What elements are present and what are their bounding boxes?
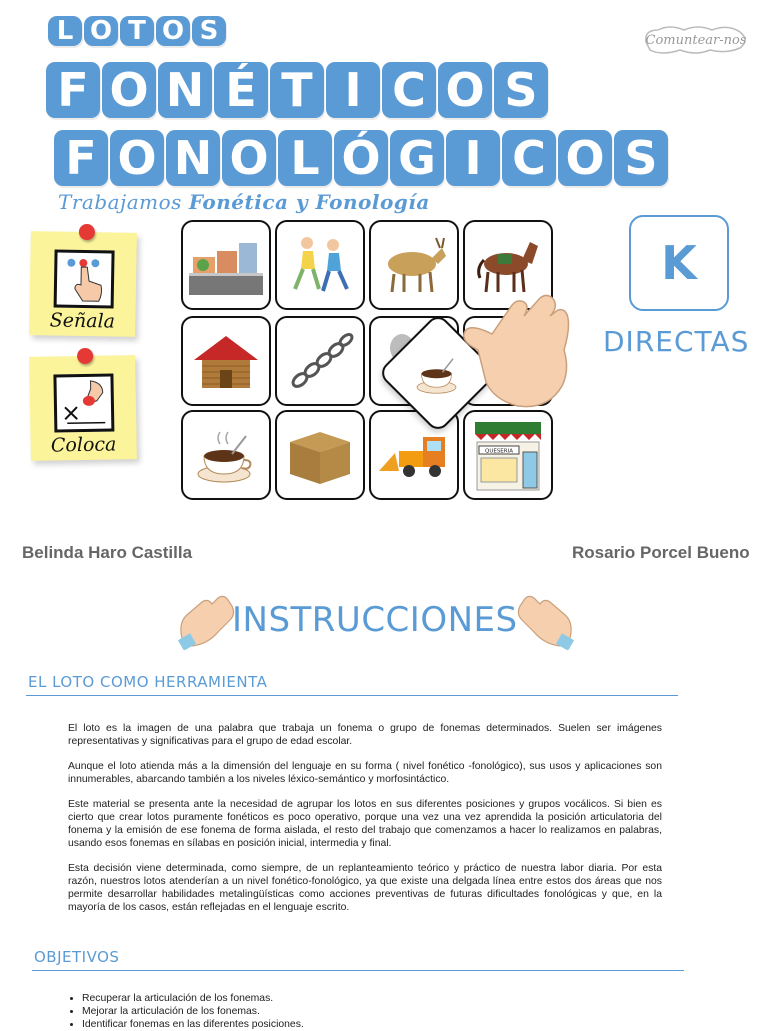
hand-right-icon xyxy=(514,592,574,650)
note-label: Coloca xyxy=(50,433,117,457)
loto-cell[interactable] xyxy=(463,410,553,500)
title-tile: L xyxy=(48,16,82,46)
title-tile: L xyxy=(278,130,332,186)
title-tile: S xyxy=(614,130,668,186)
paragraph: Este material se presenta ante la necesidad de agrupar los lotos en sus diferentes posiciones y grupos vocálicos. Si bien es cierto que crear lotos puramente fonéticos es poco operativo, porque una vez una vez aprendida la posición articulatoria del fonema y la emisión de ese fonema de forma aislada, el resto del trabajo que comenzamos a hacer lo realizamos en palabras, usando esos fonemas en sílabas en posición inicial, intermedia y final. xyxy=(68,799,662,849)
loto-cell[interactable] xyxy=(275,316,365,406)
title-tile: N xyxy=(158,62,212,118)
box-icon xyxy=(284,424,356,486)
section-heading-objetivos: OBJETIVOS xyxy=(34,948,120,966)
section-body-loto xyxy=(68,722,662,926)
objectives-list xyxy=(66,992,682,1031)
goat-icon xyxy=(378,234,450,296)
title-tile: I xyxy=(446,130,500,186)
title-tile: S xyxy=(494,62,548,118)
list-item: • Mejorar la articulación de los fonemas. xyxy=(82,1005,682,1018)
title-tile: I xyxy=(326,62,380,118)
phoneme-type: DIRECTAS xyxy=(603,325,750,358)
pin-icon xyxy=(79,224,95,240)
brand-logo xyxy=(640,22,752,58)
house-icon xyxy=(190,330,262,392)
loto-cell[interactable] xyxy=(275,410,365,500)
logo-text: Comuntear-nos xyxy=(645,32,747,48)
placing-hand-icon xyxy=(53,373,114,432)
shop-sign-text: QUESERIA xyxy=(484,448,514,455)
section-divider xyxy=(32,970,684,971)
street-icon xyxy=(189,235,263,295)
coffee-cup-icon xyxy=(411,348,465,398)
title-tile: S xyxy=(192,16,226,46)
paragraph: Aunque el loto atienda más a la dimensión del lenguaje en su forma ( nivel fonético -fonológico), sus usos y aplicaciones son innumerables, abarcando también a los niveles léxico-semántico y morfosintáctico. xyxy=(68,761,662,785)
loto-cell[interactable] xyxy=(181,220,271,310)
title-foneticos xyxy=(46,62,550,118)
section-heading-loto: EL LOTO COMO HERRAMIENTA xyxy=(28,673,268,691)
cheese-shop-icon xyxy=(471,418,545,492)
title-tile: G xyxy=(390,130,444,186)
note-senala xyxy=(29,231,137,337)
section-divider xyxy=(26,695,678,696)
loto-cell[interactable] xyxy=(181,316,271,406)
hand-left-icon xyxy=(178,592,238,650)
list-item: • Identificar fonemas en las diferentes posiciones. xyxy=(82,1018,682,1031)
title-tile: Ó xyxy=(334,130,388,186)
title-lotos xyxy=(48,16,228,46)
title-tile: É xyxy=(214,62,268,118)
subtitle-strong: Fonética y Fonología xyxy=(188,190,430,214)
title-tile: C xyxy=(382,62,436,118)
hand-icon xyxy=(458,290,574,420)
note-label: Señala xyxy=(49,309,116,333)
title-tile: O xyxy=(438,62,492,118)
paragraph: Esta decisión viene determinada, como siempre, de un replanteamiento teórico y práctico de nuestra labor diaria. Por esta razón, nuestros lotos atenderían a un nivel fonético-fonológico, ya que existe una delgada línea entre estos dos áreas que nos permite desarrollar habilidades metalingüísticas como acciones preventivas de futuras dificultades fonológicas y que, en la mayoría de los casos, están reflejadas en el lenguaje escrito. xyxy=(68,863,662,913)
title-tile: T xyxy=(120,16,154,46)
loto-cell[interactable] xyxy=(369,220,459,310)
horse-icon xyxy=(472,234,544,296)
loto-cell[interactable] xyxy=(181,410,271,500)
chain-icon xyxy=(284,330,356,392)
title-tile: O xyxy=(110,130,164,186)
title-tile: C xyxy=(502,130,556,186)
title-tile: O xyxy=(558,130,612,186)
instructions-title: INSTRUCCIONES xyxy=(232,600,518,640)
title-tile: N xyxy=(166,130,220,186)
title-fonologicos xyxy=(54,130,670,186)
phoneme-letter-box: K xyxy=(629,215,729,311)
subtitle-prefix: Trabajamos xyxy=(58,190,182,214)
pin-icon xyxy=(77,348,93,364)
coffee-cup-icon xyxy=(190,424,262,486)
title-tile: O xyxy=(222,130,276,186)
author-right: Rosario Porcel Bueno xyxy=(572,543,750,562)
children-running-icon xyxy=(285,233,355,297)
title-tile: O xyxy=(156,16,190,46)
note-coloca xyxy=(29,355,137,461)
snowplow-icon xyxy=(377,427,451,483)
title-tile: O xyxy=(84,16,118,46)
paragraph: El loto es la imagen de una palabra que trabaja un fonema o grupo de fonemas determinados. Suelen ser imágenes representativas y significativas para el grupo de edad escolar. xyxy=(68,723,662,747)
pointing-hand-icon xyxy=(54,249,115,308)
list-item: • Recuperar la articulación de los fonemas. xyxy=(82,992,682,1005)
author-left: Belinda Haro Castilla xyxy=(22,543,193,562)
title-tile: F xyxy=(46,62,100,118)
loto-cell[interactable] xyxy=(275,220,365,310)
title-tile: T xyxy=(270,62,324,118)
subtitle xyxy=(58,190,430,214)
title-tile: O xyxy=(102,62,156,118)
title-tile: F xyxy=(54,130,108,186)
